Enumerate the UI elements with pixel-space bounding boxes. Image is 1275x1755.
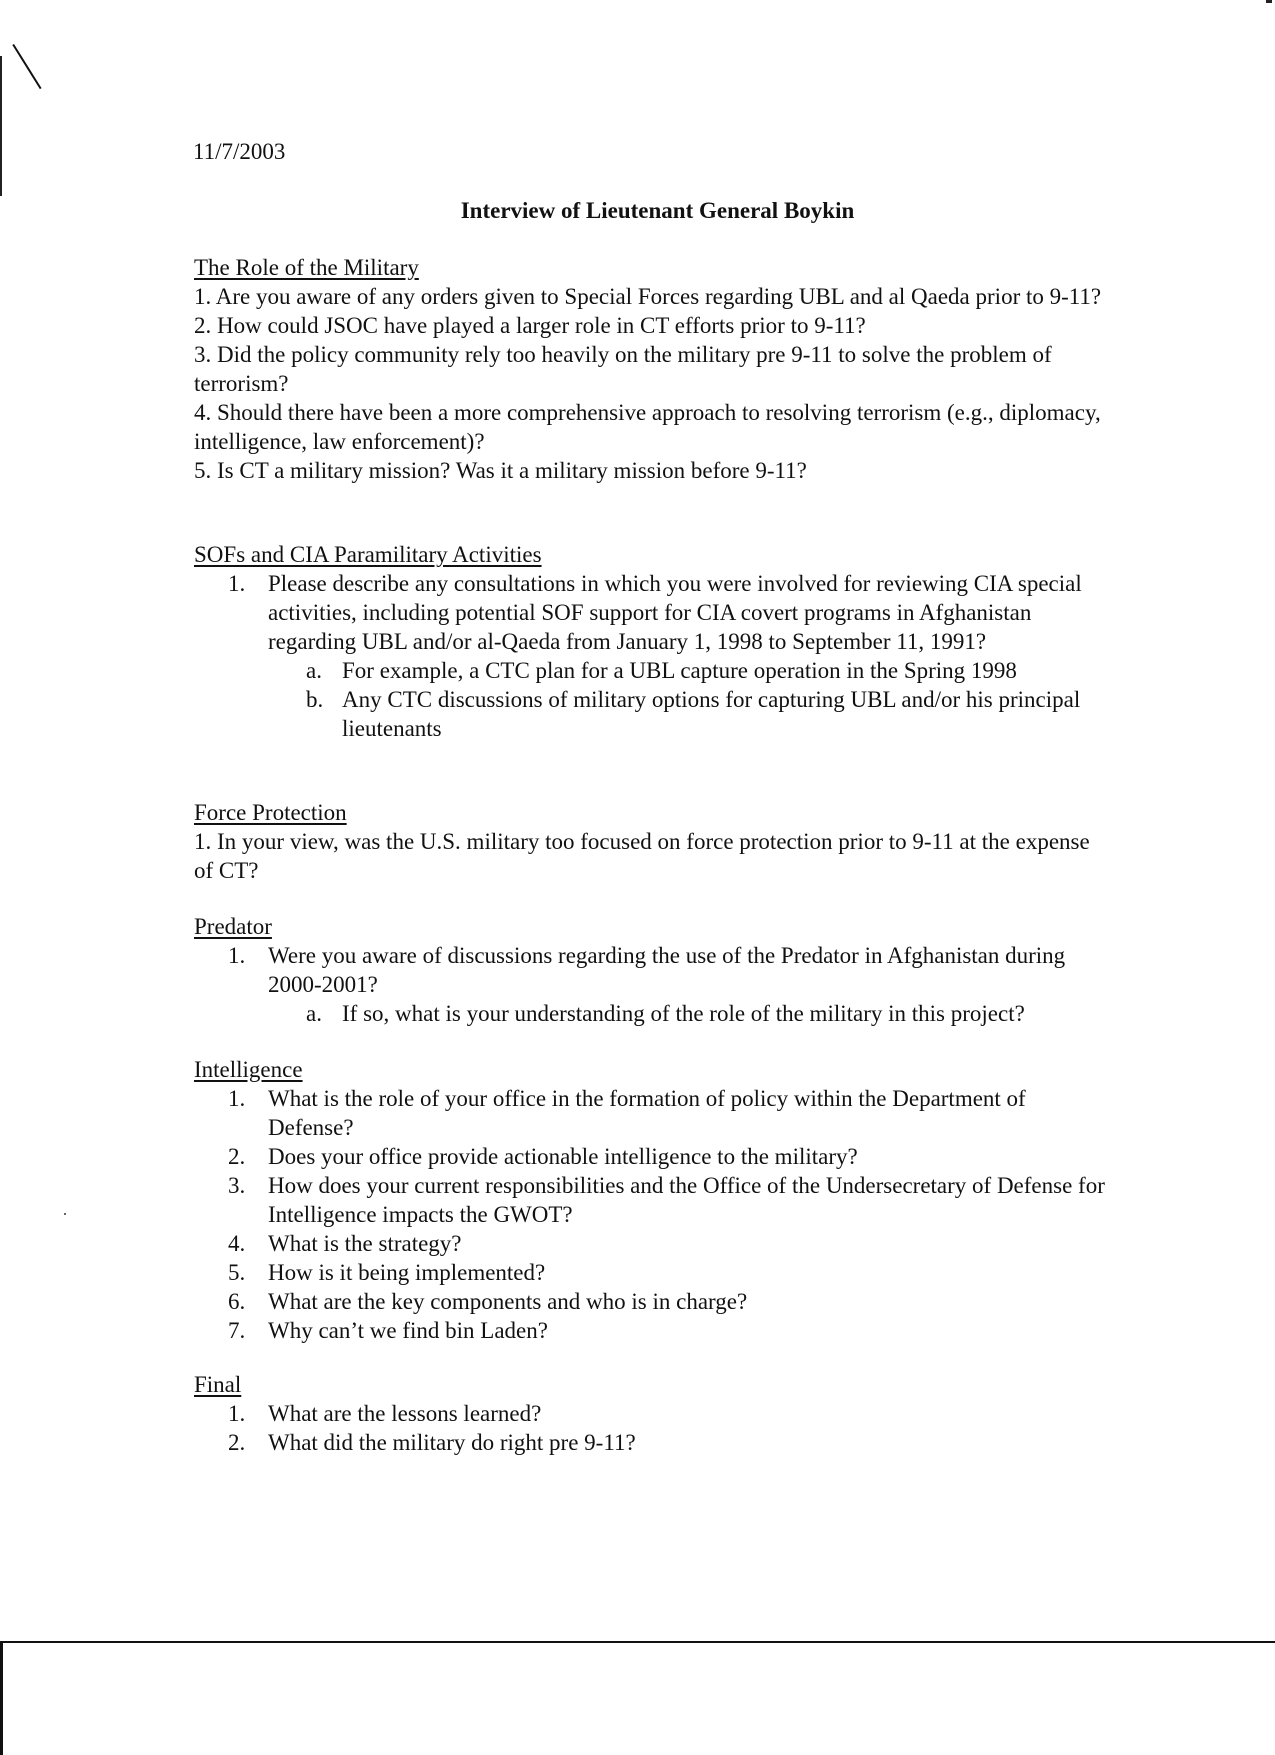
question-text: How does your current responsibilities and the Office of the Undersecretary of Defense for Intelligence impacts the GWOT? (268, 1173, 1105, 1227)
question-text: What is the strategy? (268, 1231, 462, 1256)
section-predator (194, 912, 1114, 1028)
question-text: What are the lessons learned? (268, 1401, 542, 1426)
list-marker: 1. (228, 1086, 246, 1111)
scan-bottom-left-mark (0, 1641, 3, 1755)
question-item (194, 1171, 1114, 1229)
sub-question-text: For example, a CTC plan for a UBL capture operation in the Spring 1998 (342, 658, 1017, 683)
question-text: Does your office provide actionable intelligence to the military? (268, 1144, 858, 1169)
sub-question-item (194, 656, 1114, 685)
document-title: Interview of Lieutenant General Boykin (460, 198, 855, 223)
sub-question-item (194, 999, 1114, 1028)
scan-corner-mark (1266, 0, 1272, 3)
section-heading: SOFs and CIA Paramilitary Activities (194, 542, 542, 567)
list-marker: 1. (228, 571, 246, 596)
list-marker: 1. (228, 943, 246, 968)
question-text: How is it being implemented? (268, 1260, 546, 1285)
question-item (194, 1428, 1114, 1457)
question-item: 3. Did the policy community rely too heavily on the military pre 9-11 to solve the problem of terrorism? (194, 342, 1052, 396)
list-marker: 5. (228, 1260, 246, 1285)
section-sofs-cia (194, 540, 1114, 743)
list-marker: 6. (228, 1289, 246, 1314)
question-text: Were you aware of discussions regarding the use of the Predator in Afghanistan during 2000-2001? (268, 943, 1066, 997)
list-marker: 2. (228, 1430, 246, 1455)
question-item (194, 1084, 1114, 1142)
question-item: 1. In your view, was the U.S. military too focused on force protection prior to 9-11 at the expense of CT? (194, 829, 1090, 883)
question-text: What did the military do right pre 9-11? (268, 1430, 636, 1455)
question-item (194, 1316, 1114, 1345)
list-marker: 2. (228, 1144, 246, 1169)
sub-question-item (194, 685, 1114, 743)
question-item (194, 1399, 1114, 1428)
section-heading: Force Protection (194, 800, 347, 825)
list-marker: a. (306, 658, 322, 683)
sub-question-text: If so, what is your understanding of the role of the military in this project? (342, 1001, 1025, 1026)
scan-dot-mark (64, 1213, 66, 1215)
question-item (194, 1258, 1114, 1287)
list-marker: 3. (228, 1173, 246, 1198)
question-item (194, 941, 1114, 999)
question-text: What is the role of your office in the formation of policy within the Department of Defense? (268, 1086, 1026, 1140)
section-heading: Intelligence (194, 1057, 303, 1082)
scan-bottom-line (0, 1641, 1275, 1643)
section-heading: The Role of the Military (194, 255, 419, 280)
scan-slash-mark (12, 44, 41, 89)
list-marker: 1. (228, 1401, 246, 1426)
question-item: 1. Are you aware of any orders given to Special Forces regarding UBL and al Qaeda prior to 9-11? (194, 284, 1102, 309)
question-item: 2. How could JSOC have played a larger role in CT efforts prior to 9-11? (194, 313, 866, 338)
question-text: What are the key components and who is in charge? (268, 1289, 748, 1314)
question-item (194, 1142, 1114, 1171)
section-force-protection (194, 798, 1114, 885)
list-marker: a. (306, 1001, 322, 1026)
question-item (194, 569, 1114, 656)
question-item: 5. Is CT a military mission? Was it a military mission before 9-11? (194, 458, 807, 483)
scan-left-edge-mark (0, 56, 2, 196)
question-item (194, 1287, 1114, 1316)
sub-question-text: Any CTC discussions of military options for capturing UBL and/or his principal lieutenants (342, 687, 1081, 741)
list-marker: b. (306, 687, 324, 712)
document-date: 11/7/2003 (193, 139, 286, 164)
question-text: Why can’t we find bin Laden? (268, 1318, 548, 1343)
list-marker: 4. (228, 1231, 246, 1256)
section-heading: Predator (194, 914, 272, 939)
question-item (194, 1229, 1114, 1258)
section-role-of-military (194, 253, 1114, 485)
section-intelligence (194, 1055, 1114, 1345)
question-text: Please describe any consultations in which you were involved for reviewing CIA special activities, including potential SOF support for CIA covert programs in Afghanistan regarding UBL and/or al-Qaeda from January 1, 1998 to September 11, 1991? (268, 571, 1082, 654)
question-item: 4. Should there have been a more comprehensive approach to resolving terrorism (e.g., diplomacy, intelligence, law enforcement)? (194, 400, 1101, 454)
list-marker: 7. (228, 1318, 246, 1343)
section-heading: Final (194, 1372, 242, 1397)
section-final (194, 1370, 1114, 1457)
